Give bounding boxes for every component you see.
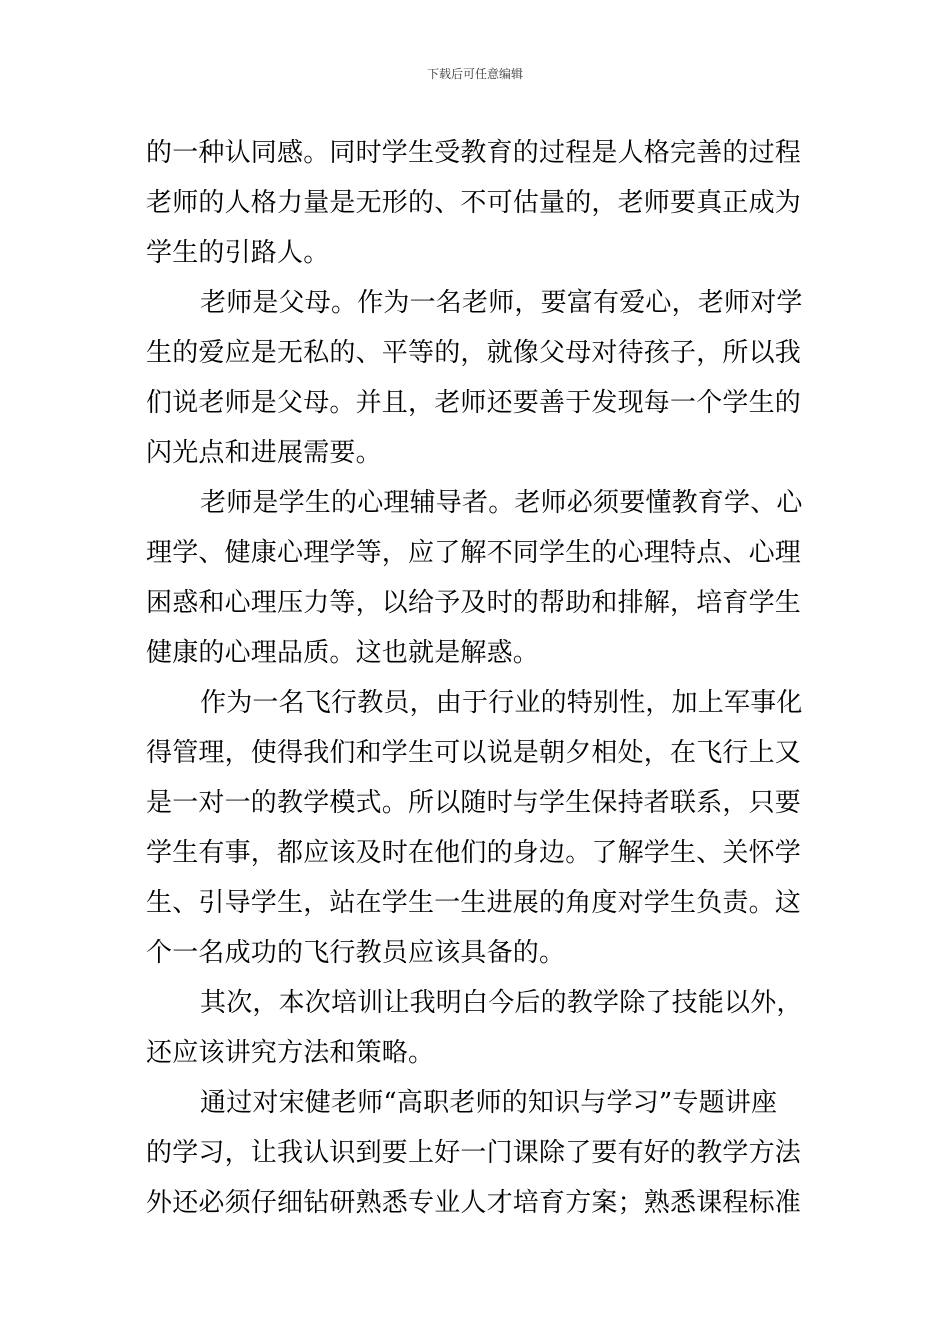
text-line: 们说老师是父母。并且，老师还要善于发现每一个学生的: [146, 388, 802, 418]
text-line: 老师的人格力量是无形的、不可估量的，老师要真正成为: [146, 188, 802, 218]
text-line: 生的爱应是无私的、平等的，就像父母对待孩子，所以我: [146, 338, 802, 368]
text-line: 生、引导学生，站在学生一生进展的角度对学生负责。这: [146, 888, 802, 918]
text-line: 闪光点和进展需要。: [146, 438, 382, 468]
paragraph-first-line: 老师是学生的心理辅导者。老师必须要懂教育学、心: [200, 488, 803, 518]
document-body: [146, 128, 806, 1228]
paragraph-first-line: 作为一名飞行教员，由于行业的特别性，加上军事化: [200, 688, 803, 718]
text-line: 还应该讲究方法和策略。: [146, 1038, 435, 1068]
paragraph-first-line: 通过对宋健老师“高职老师的知识与学习”专题讲座: [200, 1088, 778, 1118]
text-line: 健康的心理品质。这也就是解惑。: [146, 638, 540, 668]
text-line: 得管理，使得我们和学生可以说是朝夕相处，在飞行上又: [146, 738, 802, 768]
paragraph-first-line: 其次，本次培训让我明白今后的教学除了技能以外，: [200, 988, 803, 1018]
page-header: 下载后可任意编辑: [426, 67, 523, 81]
text-line: 学生有事，都应该及时在他们的身边。了解学生、关怀学: [146, 838, 802, 868]
text-line: 理学、健康心理学等，应了解不同学生的心理特点、心理: [146, 538, 802, 568]
text-line: 困惑和心理压力等，以给予及时的帮助和排解，培育学生: [146, 588, 802, 618]
paragraph-first-line: 老师是父母。作为一名老师，要富有爱心，老师对学: [200, 288, 803, 318]
text-line: 是一对一的教学模式。所以随时与学生保持者联系，只要: [146, 788, 802, 818]
text-line: 外还必须仔细钻研熟悉专业人才培育方案；熟悉课程标准: [146, 1188, 802, 1218]
text-line: 个一名成功的飞行教员应该具备的。: [146, 938, 566, 968]
text-line: 的学习，让我认识到要上好一门课除了要有好的教学方法: [146, 1138, 802, 1168]
text-line: 的一种认同感。同时学生受教育的过程是人格完善的过程: [146, 138, 802, 168]
text-line: 学生的引路人。: [146, 238, 330, 268]
